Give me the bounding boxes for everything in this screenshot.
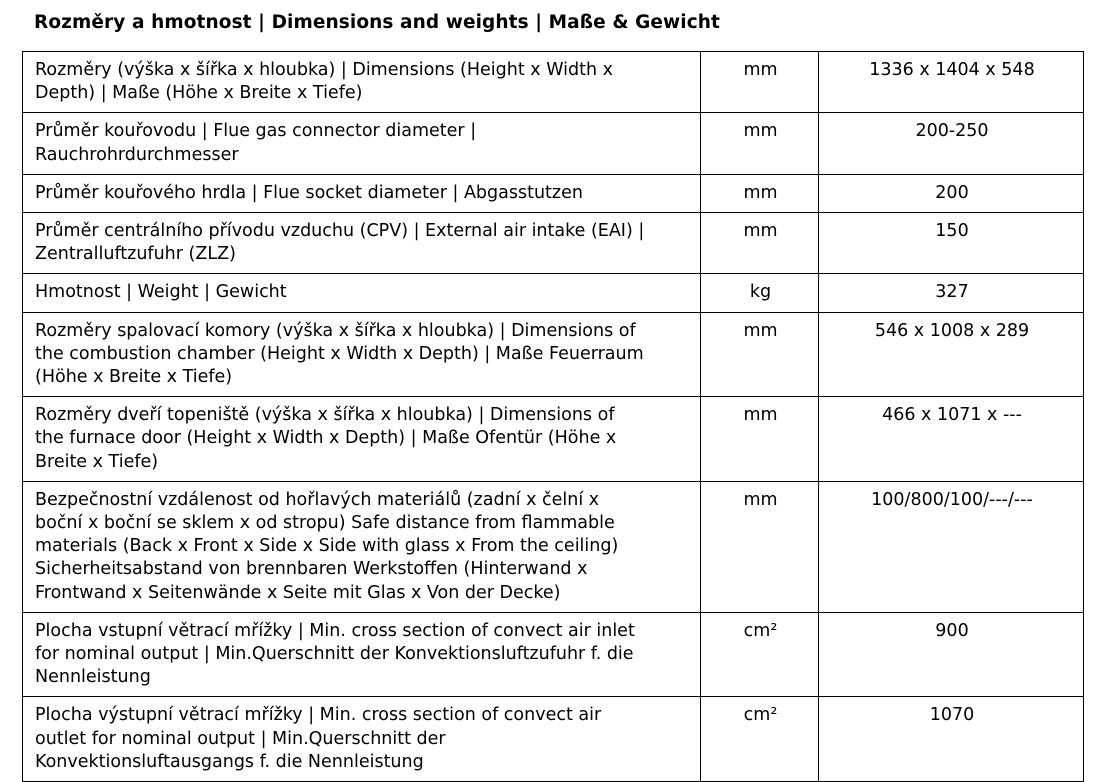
row-label: Hmotnost | Weight | Gewicht [23,274,701,312]
row-label: Rozměry (výška x šířka x hloubka) | Dimensions (Height x Width x Depth) | Maße (Höhe x Breite x Tiefe) [23,52,701,113]
table-row [23,397,1084,482]
table-row [23,52,1084,113]
table-row [23,174,1084,212]
table-row [23,481,1084,612]
table-row [23,113,1084,174]
row-unit: mm [701,213,819,274]
row-label: Rozměry dveří topeniště (výška x šířka x hloubka) | Dimensions of the furnace door (Height x Width x Depth) | Maße Ofentür (Höhe x Breite x Tiefe) [23,397,701,482]
row-unit: mm [701,397,819,482]
table-row [23,697,1084,782]
row-label: Průměr kouřovodu | Flue gas connector diameter | Rauchrohrdurchmesser [23,113,701,174]
page-title: Rozměry a hmotnost | Dimensions and weights | Maße & Gewicht [34,12,720,33]
row-value: 200 [819,174,1084,212]
row-value: 1336 x 1404 x 548 [819,52,1084,113]
row-label: Plocha vstupní větrací mřížky | Min. cross section of convect air inlet for nominal output | Min.Querschnitt der Konvektionsluftzufuhr f. die Nennleistung [23,612,701,697]
row-value: 546 x 1008 x 289 [819,312,1084,397]
row-unit: kg [701,274,819,312]
row-unit: cm² [701,612,819,697]
row-value: 200-250 [819,113,1084,174]
row-unit: mm [701,113,819,174]
row-unit: mm [701,481,819,612]
row-unit: mm [701,174,819,212]
row-unit: mm [701,312,819,397]
table-row [23,612,1084,697]
table-row [23,274,1084,312]
row-label: Bezpečnostní vzdálenost od hořlavých materiálů (zadní x čelní x boční x boční se sklem x od stropu) Safe distance from flammable materials (Back x Front x Side x Side with glass x From the ceiling) Sicherheitsabstand von brennbaren Werkstoffen (Hinterwand x Frontwand x Seitenwände x Seite mit Glas x Von der Decke) [23,481,701,612]
row-value: 150 [819,213,1084,274]
row-value: 100/800/100/---/--- [819,481,1084,612]
row-label: Plocha výstupní větrací mřížky | Min. cross section of convect air outlet for nominal output | Min.Querschnitt der Konvektionsluftausgangs f. die Nennleistung [23,697,701,782]
row-value: 327 [819,274,1084,312]
spec-table [22,51,1084,782]
row-value: 466 x 1071 x --- [819,397,1084,482]
row-label: Průměr kouřového hrdla | Flue socket diameter | Abgasstutzen [23,174,701,212]
row-unit: mm [701,52,819,113]
row-value: 1070 [819,697,1084,782]
row-label: Rozměry spalovací komory (výška x šířka x hloubka) | Dimensions of the combustion chamber (Height x Width x Depth) | Maße Feuerraum (Höhe x Breite x Tiefe) [23,312,701,397]
row-value: 900 [819,612,1084,697]
row-label: Průměr centrálního přívodu vzduchu (CPV) | External air intake (EAI) | Zentralluftzufuhr (ZLZ) [23,213,701,274]
row-unit: cm² [701,697,819,782]
table-row [23,312,1084,397]
table-row [23,213,1084,274]
